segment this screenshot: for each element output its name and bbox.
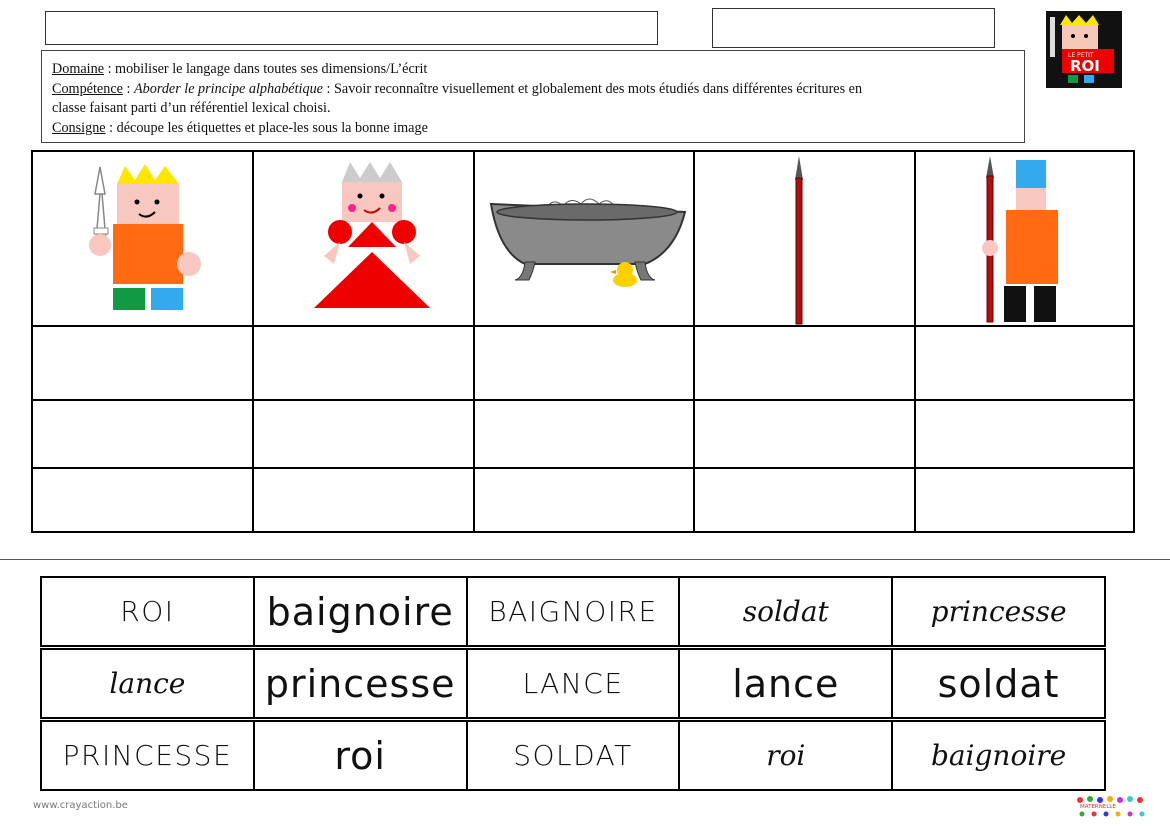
label-soldat-print[interactable]: soldat [937,661,1060,706]
maternelle-badge [1074,795,1150,817]
credit-text: www.crayaction.be [33,800,128,811]
domaine-line [52,60,1014,80]
label-lance-print[interactable]: lance [680,650,893,717]
consigne-label: Consigne [52,119,106,136]
king-icon [33,152,252,326]
label-princesse-print[interactable]: princesse [255,650,468,717]
domaine-text: : mobiliser le langage dans toutes ses dimensions/L’écrit [104,61,428,77]
spear-icon [695,152,914,326]
label-princesse-caps[interactable]: PRINCESSE [42,722,255,789]
labels-row-2 [40,648,1106,719]
label-soldat-caps[interactable]: SOLDAT [468,722,681,789]
competence-label: Compétence [52,80,123,97]
label-lance-caps[interactable]: LANCE [468,650,681,717]
label-roi-cursive[interactable]: roi [680,722,893,789]
competence-line [52,80,1014,100]
consigne-text: : découpe les étiquettes et place-les sous la bonne image [105,119,428,136]
word-labels [40,576,1106,793]
picture-grid [31,150,1135,533]
domaine-label: Domaine [52,61,105,77]
footer-credit [33,800,128,811]
label-roi-print[interactable]: roi [255,722,468,789]
label-baignoire-print[interactable]: baignoire [255,578,468,645]
logo-top-text: LE PETIT [1068,52,1094,59]
date-field-box[interactable] [712,8,995,48]
competence-line-2: classe faisant parti d’un référentiel lexical choisi. [52,100,331,116]
labels-row-1 [40,576,1106,647]
consigne-line [52,119,1014,139]
name-field-box[interactable] [45,11,658,45]
competence-sep: : [122,80,134,97]
badge-text: MATERNELLE [1080,804,1116,810]
label-lance-cursive[interactable]: lance [42,650,255,717]
princess-icon [254,152,473,326]
competence-italic: Aborder le principe alphabétique [133,80,323,97]
cut-line [0,559,1170,560]
petit-roi-logo [1046,11,1122,88]
labels-row-3 [40,720,1106,791]
instructions-box [41,50,1025,143]
soldier-icon [916,152,1135,326]
label-roi-caps[interactable]: ROI [42,578,255,645]
label-princesse-cursive[interactable]: princesse [930,595,1067,628]
logo-main-text: ROI [1070,57,1100,75]
label-soldat-cursive[interactable]: soldat [680,578,893,645]
label-baignoire-caps[interactable]: BAIGNOIRE [468,578,681,645]
label-baignoire-cursive[interactable]: baignoire [930,739,1067,772]
bathtub-icon [475,152,693,326]
competence-text: : Savoir reconnaître visuellement et globalement des mots étudiés dans différentes écritures en [322,80,863,97]
